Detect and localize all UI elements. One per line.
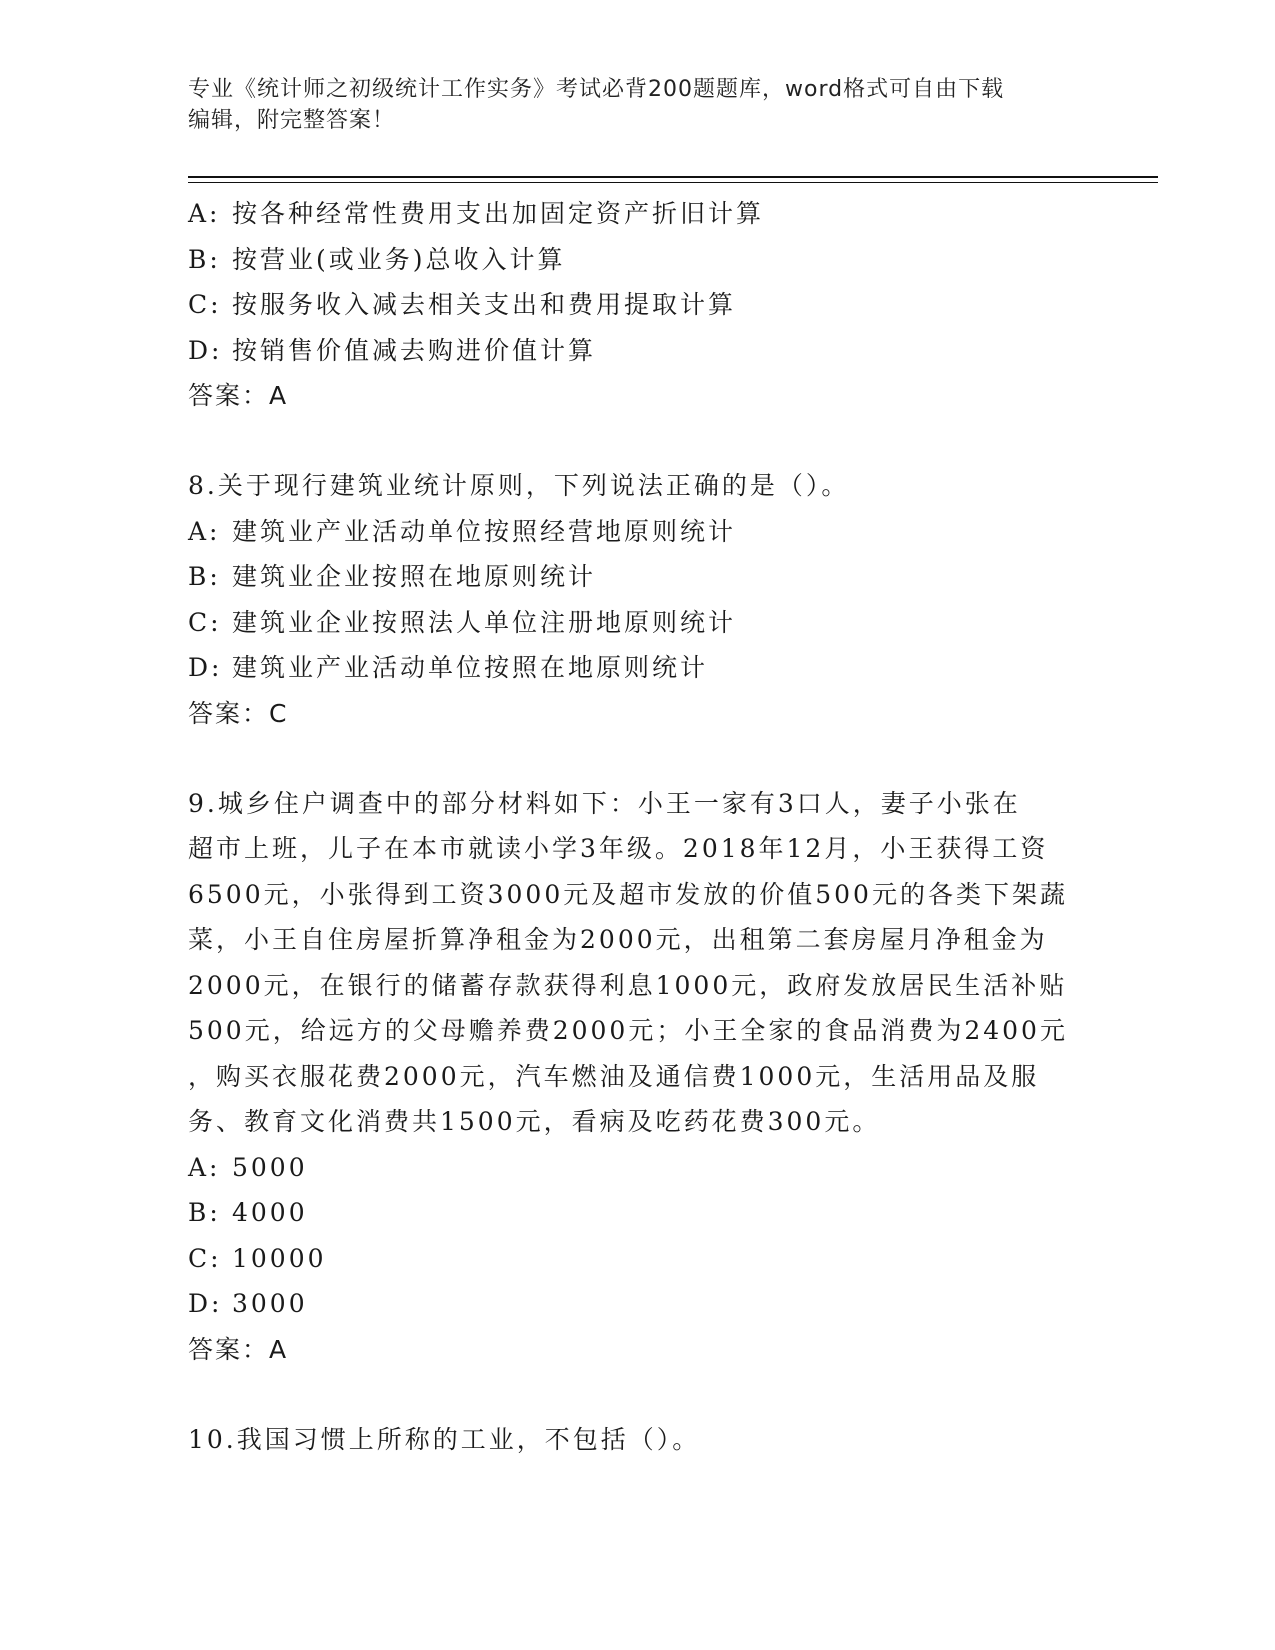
header-line-2: 编辑，附完整答案！: [188, 108, 396, 133]
option-text: 建筑业企业按照法人单位注册地原则统计: [232, 607, 737, 637]
option-d: [188, 1281, 1088, 1327]
question-stem-line: 务、教育文化消费共1500元，看病及吃药花费300元。: [188, 1107, 881, 1136]
option-prefix: A:: [188, 516, 221, 546]
question-stem-line: 500元，给远方的父母赡养费2000元；小王全家的食品消费为2400元: [188, 1016, 1068, 1045]
option-a: [188, 509, 1088, 555]
question-stem: 8.关于现行建筑业统计原则，下列说法正确的是（）。: [188, 471, 850, 500]
option-prefix: C:: [188, 1243, 222, 1273]
option-prefix: C:: [188, 607, 222, 637]
option-b: [188, 1190, 1088, 1236]
option-c: [188, 282, 1088, 328]
page-header: [188, 74, 1088, 136]
option-c: [188, 600, 1088, 646]
question-stem-line: 9.城乡住户调查中的部分材料如下：小王一家有3口人，妻子小张在: [188, 788, 1021, 818]
option-prefix: D:: [188, 335, 223, 365]
question-stem-line: 6500元，小张得到工资3000元及超市发放的价值500元的各类下架蔬: [188, 879, 1068, 909]
option-prefix: A:: [188, 199, 221, 228]
question-9: [188, 781, 1088, 1373]
header-line-1: 专业《统计师之初级统计工作实务》考试必背200题题库，word格式可自由下载: [188, 77, 1005, 102]
option-b: [188, 237, 1088, 283]
answer-line: 答案：C: [188, 698, 289, 728]
option-prefix: B:: [188, 1198, 221, 1227]
option-prefix: B:: [188, 244, 221, 274]
option-text: 按销售价值减去购进价值计算: [232, 335, 597, 365]
question-list: [188, 191, 1088, 1462]
option-text: 建筑业企业按照在地原则统计: [232, 562, 597, 591]
question-gap: [188, 737, 1088, 781]
option-text: 按各种经常性费用支出加固定资产折旧计算: [232, 199, 765, 228]
question-10: [188, 1417, 1088, 1463]
option-text: 按服务收入减去相关支出和费用提取计算: [232, 290, 737, 319]
header-divider: [188, 176, 1158, 183]
option-text: 建筑业产业活动单位按照在地原则统计: [232, 653, 709, 682]
option-text: 10000: [232, 1243, 327, 1273]
option-a: [188, 1145, 1088, 1191]
option-d: [188, 645, 1088, 691]
option-text: 4000: [232, 1198, 308, 1227]
question-stem-line: 超市上班，儿子在本市就读小学3年级。2018年12月，小王获得工资: [188, 834, 1049, 863]
option-prefix: D:: [188, 653, 223, 682]
option-prefix: A:: [188, 1152, 221, 1182]
answer-line: 答案：A: [188, 381, 289, 410]
option-prefix: B:: [188, 562, 221, 591]
option-prefix: D:: [188, 1289, 223, 1318]
option-b: [188, 554, 1088, 600]
question-stem-line: ，购买衣服花费2000元，汽车燃油及通信费1000元，生活用品及服: [188, 1061, 1040, 1091]
option-text: 3000: [232, 1289, 308, 1318]
question-stem-line: 2000元，在银行的储蓄存款获得利息1000元，政府发放居民生活补贴: [188, 970, 1068, 1000]
question-gap: [188, 419, 1088, 463]
option-text: 建筑业产业活动单位按照经营地原则统计: [232, 516, 737, 546]
question-7: [188, 191, 1088, 419]
option-prefix: C:: [188, 290, 222, 319]
question-stem: 10.我国习惯上所称的工业，不包括（）。: [188, 1424, 701, 1454]
answer-line: 答案：A: [188, 1334, 289, 1364]
question-stem-line: 菜，小王自住房屋折算净租金为2000元，出租第二套房屋月净租金为: [188, 925, 1048, 954]
option-text: 5000: [232, 1152, 308, 1182]
option-d: [188, 328, 1088, 374]
option-a: [188, 191, 1088, 237]
option-c: [188, 1236, 1088, 1282]
question-8: [188, 463, 1088, 737]
question-gap: [188, 1373, 1088, 1417]
option-text: 按营业(或业务)总收入计算: [232, 244, 566, 274]
